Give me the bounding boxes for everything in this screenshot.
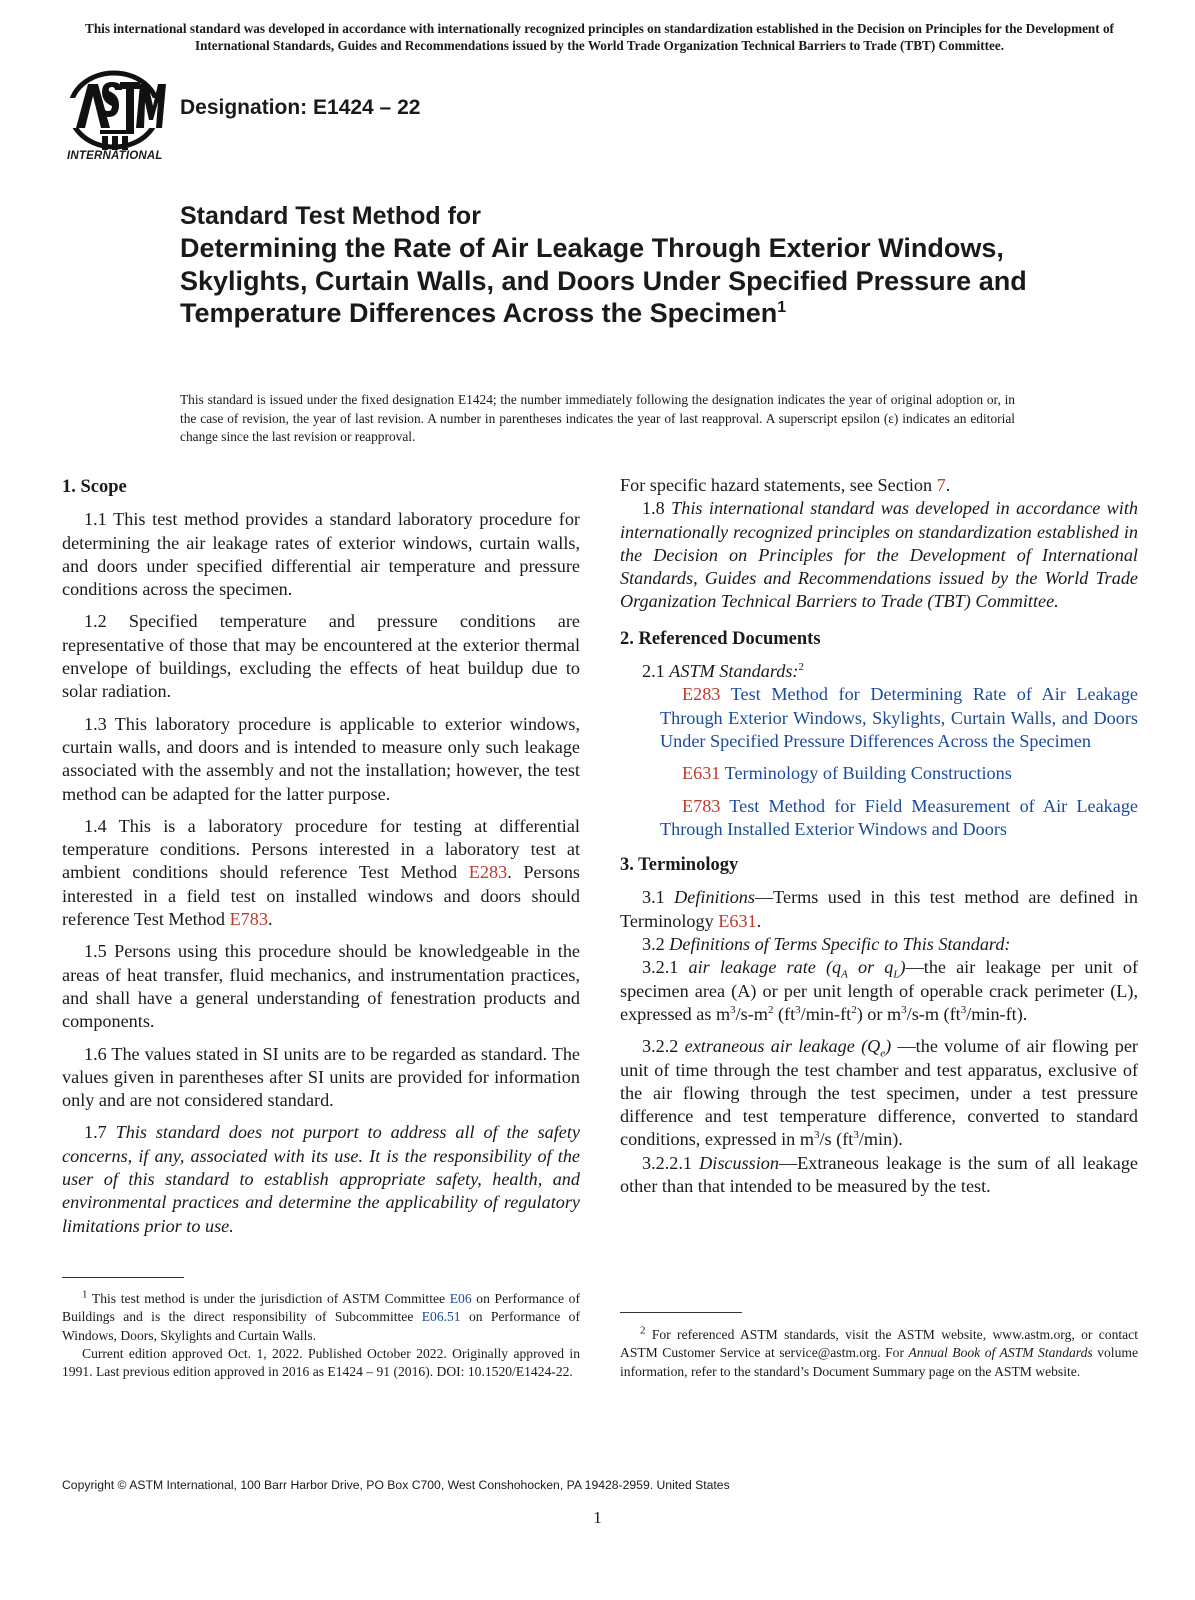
section-heading-terminology: 3. Terminology: [620, 855, 739, 876]
superscript-3: 3: [813, 1129, 820, 1142]
para-3-2-text: Definitions of Terms Specific to This Standard:: [669, 934, 1011, 955]
definition-text: /min-ft: [800, 1003, 852, 1024]
superscript-3: 3: [730, 1003, 736, 1016]
title-main-text: Determining the Rate of Air Leakage Through Exterior Windows, Skylights, Curtain Walls, and Doors Under Specified Pressure and Temperature Differences Across the Specimen: [180, 233, 1027, 328]
footnote-1-para: [62, 1290, 580, 1345]
para-1-7: [62, 1121, 580, 1237]
reference-code[interactable]: E631: [682, 763, 721, 784]
superscript-3: 3: [853, 1129, 859, 1142]
para-2-1-text: ASTM Standards:: [669, 661, 799, 682]
definition-text: ) or m: [856, 1003, 902, 1024]
para-3-1-end: .: [756, 910, 762, 931]
superscript-3: 3: [960, 1003, 967, 1016]
footnote-link-e06-51[interactable]: E06.51: [421, 1309, 461, 1325]
para-3-2-2-1: [620, 1152, 1138, 1199]
superscript-2: 2: [767, 1003, 774, 1016]
reference-title[interactable]: Terminology of Building Constructions: [720, 763, 1012, 784]
para-3-2-1-term: [688, 957, 906, 981]
para-3-2-2-number: 3.2.2: [642, 1036, 685, 1057]
ref-link-e631[interactable]: E631: [718, 910, 757, 931]
footnote-2-book-title: Annual Book of ASTM Standards: [908, 1345, 1093, 1361]
para-1-4-text: 1.4 This is a laboratory procedure for testing at differential temperature conditions. Persons interested in a laboratory test at ambient conditions should reference Test Method: [62, 815, 580, 883]
para-3-1: [620, 886, 1138, 933]
footnote-1-text: This test method is under the jurisdiction of ASTM Committee: [87, 1291, 450, 1306]
definition-text: /s-m: [735, 1003, 768, 1024]
ref-link-e783[interactable]: E783: [229, 909, 268, 930]
superscript-3: 3: [901, 1003, 907, 1016]
para-2-1-number: 2.1: [642, 661, 670, 682]
issuance-note: This standard is issued under the fixed designation E1424; the number immediately following the designation indicates the year of original adoption or, in the case of revision, the year of last revision. A number in parentheses indicates the year of last reapproval. A superscript epsilon (ε) indicates an editorial change since the last revision or reapproval.: [180, 392, 1015, 444]
definition-text: —the volume of air flowing per unit of time through the test chamber and test apparatus, exclusive of the air flowing through the test specimen, under a test pressure difference and test temperature difference, converted to standard conditions, expressed in m: [620, 1036, 1138, 1150]
title-kicker: Standard Test Method for: [180, 202, 481, 230]
para-3-1-text: —Terms used in this test method are defined in Terminology: [620, 887, 1139, 931]
footnote-2-text: For referenced ASTM standards, visit the ASTM website, www.astm.org, or contact ASTM Customer Service at service@astm.org. For: [620, 1327, 1138, 1361]
reference-list: [620, 683, 1138, 841]
copyright-line: Copyright © ASTM International, 100 Barr Harbor Drive, PO Box C700, West Conshohocken, PA 19428-2959. United States: [62, 1478, 730, 1492]
superscript-2: 2: [851, 1003, 857, 1016]
superscript-3: 3: [795, 1003, 801, 1016]
page-number: 1: [593, 1508, 602, 1527]
footnote-1-text3: on Performance of Windows, Doors, Skylights and Curtain Walls.: [62, 1309, 580, 1343]
para-3-2-2-1-number: 3.2.2.1: [642, 1152, 700, 1173]
reference-item-e283[interactable]: [620, 683, 1138, 753]
footnote-1-edition: Current edition approved Oct. 1, 2022. Published October 2022. Originally approved in 1991. Last previous edition approved in 2016 as E1424 – 91 (2016). DOI: 10.1520/E1424-22.: [62, 1345, 580, 1380]
para-1-4: [62, 815, 580, 931]
ref-link-e283[interactable]: E283: [468, 862, 508, 883]
para-1-7-number: 1.7: [84, 1122, 116, 1143]
footnote-1: [62, 1290, 580, 1381]
para-1-7-cont: [620, 474, 1138, 497]
term-text: ): [885, 1036, 892, 1057]
para-3-2-1-number: 3.2.1: [642, 957, 689, 978]
footnote-2-mark: 2: [640, 1324, 646, 1337]
footnote-1-mark: 1: [82, 1288, 88, 1301]
reference-code[interactable]: E783: [682, 795, 721, 816]
para-1-2: 1.2 Specified temperature and pressure conditions are representative of those that may be encountered at the exterior thermal envelope of buildings, excluding the effects of heat buildup due to solar radiation.: [62, 611, 580, 702]
term-text: extraneous air leakage (Q: [684, 1036, 881, 1057]
para-3-1-number: 3.1: [642, 887, 675, 908]
definition-text: /s (ft: [819, 1129, 854, 1150]
para-1-7-hazard: For specific hazard statements, see Section: [620, 475, 937, 495]
para-1-8-text: This international standard was developed in accordance with internationally recognized principles on standardization established in the Decision on Principles for the Development of International Standards, Guides and Recommendations issued by the World Trade Organization Technical Barriers to Trade (TBT) Committee.: [620, 498, 1139, 612]
para-1-7-hazard-end: .: [945, 475, 951, 495]
para-1-3: 1.3 This laboratory procedure is applicable to exterior windows, curtain walls, and doors and is intended to measure only such leakage associated with the assembly and not the installation; however, the test method can be adapted for the latter purpose.: [62, 713, 580, 804]
footnote-1-text2: on Performance of Buildings and is the direct responsibility of Subcommittee: [62, 1291, 580, 1325]
para-1-8: [620, 497, 1138, 613]
title-main: [180, 232, 1040, 330]
term-text: air leakage rate (q: [688, 957, 842, 978]
para-3-2-2-1-term: Discussion: [699, 1152, 779, 1173]
para-1-6: 1.6 The values stated in SI units are to be regarded as standard. The values given in parentheses after SI units are provided for information only and are not considered standard.: [62, 1043, 580, 1111]
term-text: or q: [847, 957, 894, 978]
section-heading-referenced: 2. Referenced Documents: [620, 628, 821, 649]
footnote-divider-right: [620, 1312, 742, 1313]
definition-text: /min).: [858, 1129, 903, 1150]
title-footnote-mark: 1: [777, 299, 787, 316]
para-2-1: [620, 660, 1138, 683]
footnote-2-text2: volume information, refer to the standard’s Document Summary page on the ASTM website.: [620, 1345, 1138, 1379]
para-1-7-text: This standard does not purport to address all of the safety concerns, if any, associated with its use. It is the responsibility of the user of this standard to establish appropriate safety, health, and environmental practices and determine the applicability of regulatory limitations prior to use.: [62, 1122, 580, 1236]
logo-international-text: INTERNATIONAL: [67, 150, 163, 162]
top-notice: This international standard was developed in accordance with internationally recognized principles on standardization established in the Decision on Principles for the Development of International Standards, Guides and Recommendations issued by the World Trade Organization Technical Barriers to Trade (TBT) Committee.: [85, 21, 1114, 53]
footnote-mark-2: 2: [798, 661, 804, 674]
document-title: [180, 200, 1040, 330]
section-heading-scope: 1. Scope: [62, 477, 127, 497]
para-1-4-end: .: [267, 909, 273, 930]
para-3-2-1: [620, 956, 1138, 1026]
reference-code[interactable]: E283: [682, 684, 721, 705]
subscript: e: [880, 1047, 886, 1060]
subscript: A: [841, 968, 848, 981]
para-3-2: [620, 933, 1138, 956]
designation: Designation: E1424 – 22: [180, 96, 421, 119]
para-3-2-number: 3.2: [642, 934, 670, 955]
reference-title[interactable]: Test Method for Field Measurement of Air Leakage Through Installed Exterior Windows and Doors: [660, 795, 1138, 839]
right-column: [620, 476, 1138, 1198]
left-column: [62, 476, 580, 1238]
subscript: L: [893, 968, 900, 981]
term-text: ): [899, 957, 906, 978]
para-3-2-2-term: [684, 1036, 892, 1060]
footnote-2: [620, 1326, 1138, 1381]
para-1-1: 1.1 This test method provides a standard laboratory procedure for determining the air leakage rates of exterior windows, curtain walls, and doors under specified differential air temperature and pressure conditions across the specimen.: [62, 509, 580, 600]
para-1-8-number: 1.8: [642, 498, 672, 519]
para-1-4-text2: . Persons interested in a field test on installed windows and doors should reference Test Method: [62, 862, 580, 930]
reference-item-e631[interactable]: [620, 762, 1138, 785]
definition-text: (ft: [773, 1003, 796, 1024]
footnote-2-para: [620, 1326, 1138, 1381]
definition-text: /s-m (ft: [906, 1003, 961, 1024]
footnote-link-e06[interactable]: E06: [449, 1291, 472, 1306]
reference-title[interactable]: Test Method for Determining Rate of Air Leakage Through Exterior Windows, Skylights, Curtain Walls, and Doors Under Specified Pressure Differences Across the Specimen: [660, 684, 1138, 751]
definition-text: —the air leakage per unit of specimen area (A) or per unit length of operable crack perimeter (L), expressed as m: [620, 957, 1139, 1024]
footnote-divider-left: [62, 1277, 184, 1278]
ref-link-section-7[interactable]: 7: [936, 475, 946, 495]
para-1-5: 1.5 Persons using this procedure should be knowledgeable in the areas of heat transfer, fluid mechanics, and instrumentation practices, and shall have a general understanding of fenestration products and components.: [62, 941, 580, 1032]
para-3-2-2: [620, 1035, 1138, 1151]
para-3-1-term: Definitions: [674, 887, 755, 908]
reference-item-e783[interactable]: [620, 795, 1138, 842]
para-3-2-2-1-text: —Extraneous leakage is the sum of all leakage other than that intended to be measured by the test.: [620, 1152, 1138, 1197]
definition-text: /min-ft).: [966, 1003, 1028, 1024]
